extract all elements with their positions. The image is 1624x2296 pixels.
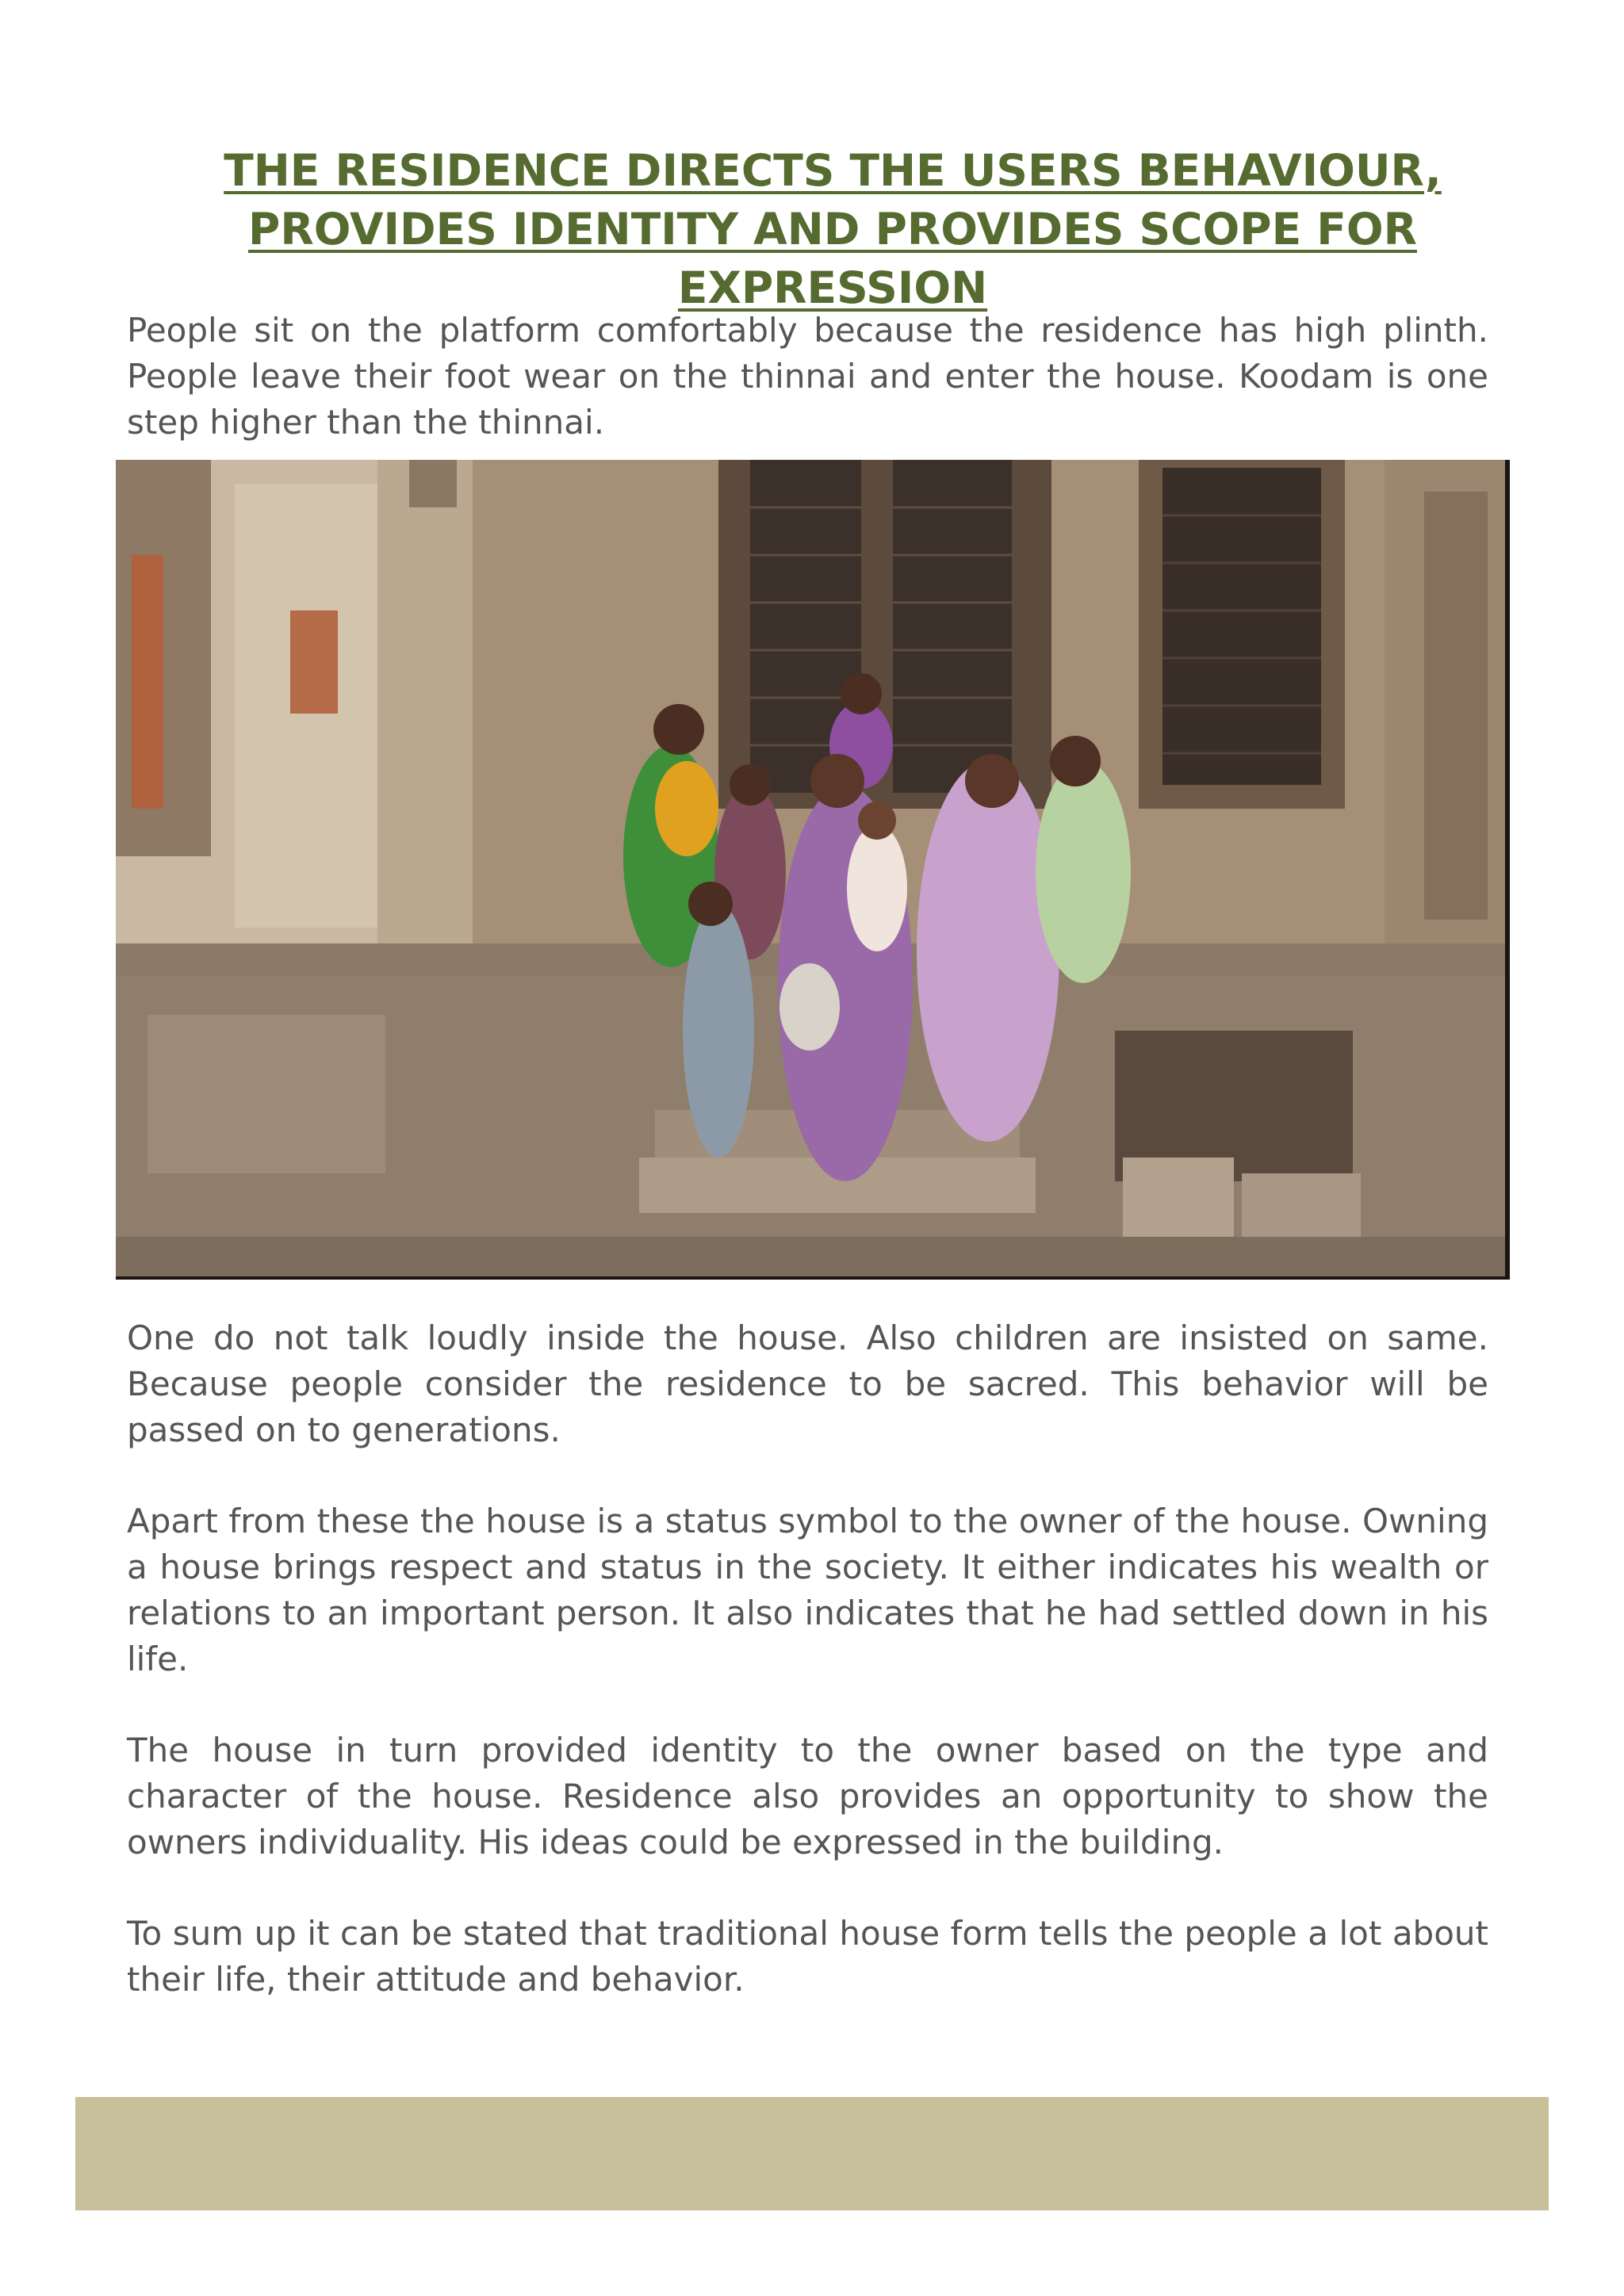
street-photo	[116, 460, 1510, 1280]
intro-paragraph: People sit on the platform comfortably because the residence has high plinth. People leave their foot wear on the thinnai and enter the house. Koodam is one step higher than the thinnai.	[127, 311, 1488, 442]
footer-bar	[75, 2097, 1549, 2210]
page-title	[119, 141, 1546, 317]
paragraph-identity: The house in turn provided identity to the owner based on the type and character of the house. Residence also provides an opportunity to show the owners individuality. His ideas could be expressed in the building.	[127, 1731, 1488, 1862]
paragraph-behavior: One do not talk loudly inside the house. Also children are insisted on same. Because people consider the residence to be sacred. This behavior will be passed on to generations.	[127, 1318, 1488, 1449]
page-title-line-1: THE RESIDENCE DIRECTS THE USERS BEHAVIOUR,	[224, 145, 1442, 196]
house-facade-illustration	[116, 460, 1505, 1276]
page-title-line-2: PROVIDES IDENTITY AND PROVIDES SCOPE FOR EXPRESSION	[248, 204, 1417, 313]
paragraph-status: Apart from these the house is a status symbol to the owner of the house. Owning a house brings respect and status in the society. It either indicates his wealth or relations to an important person. It also indicates that he had settled down in his life.	[127, 1502, 1488, 1678]
paragraph-conclusion: To sum up it can be stated that traditional house form tells the people a lot about their life, their attitude and behavior.	[127, 1914, 1488, 1999]
